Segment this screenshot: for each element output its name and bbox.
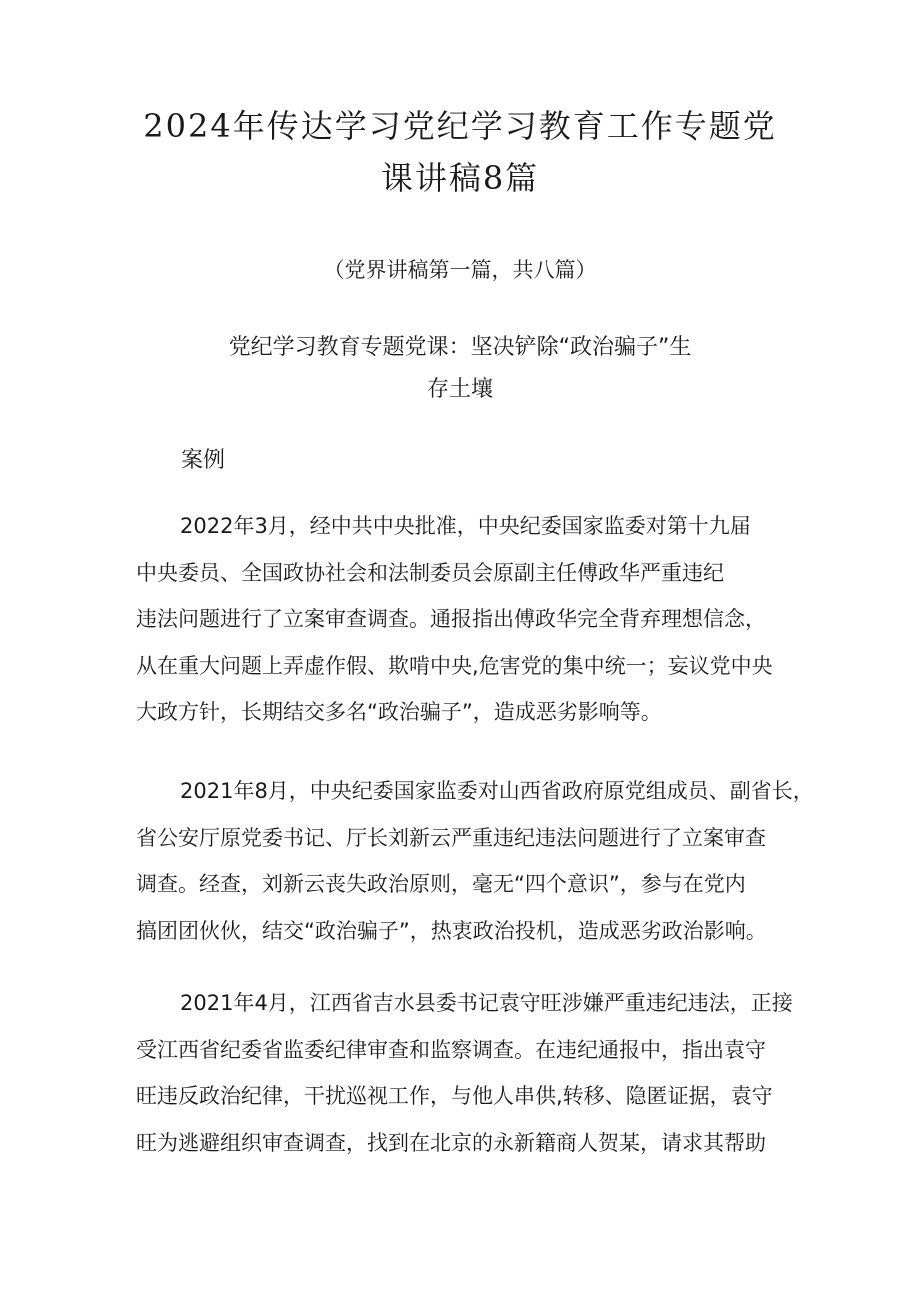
case-label: 案例 <box>181 448 226 473</box>
paragraph-line: 中央委员、全国政协社会和法制委员会原副主任傅政华严重违纪 <box>136 560 724 585</box>
document-title-line-1: 2024年传达学习党纪学习教育工作专题党 <box>143 107 777 145</box>
paragraph-line: 省公安厅原党委书记、厅长刘新云严重违纪违法问题进行了立案审查 <box>136 825 766 850</box>
paragraph-line: 受江西省纪委省监委纪律审查和监察调查。在违纪通报中，指出袁守 <box>136 1037 766 1062</box>
document-title-line-2: 课讲稿8篇 <box>380 159 540 197</box>
document-title <box>130 100 790 204</box>
paragraph-line: 搞团团伙伙，结交“政治骗子”，热衷政治投机，造成恶劣政治影响。 <box>136 918 767 943</box>
paragraph-line: 从在重大问题上弄虚作假、欺啃中央,危害党的集中统一；妄议党中央 <box>136 653 773 678</box>
section-title-line-1: 党纪学习教育专题党课：坚决铲除“政治骗子”生 <box>228 335 692 360</box>
section-title-line-2: 存土壤 <box>426 377 493 402</box>
paragraph-line: 旺违反政治纪律，干扰巡视工作，与他人串供,转移、隐匿证据，袁守 <box>136 1084 773 1108</box>
paragraph-line: 2021年8月，中央纪委国家监委对山西省政府原党组成员、副省长， <box>180 779 814 803</box>
paragraph-line: 大政方针，长期结交多名“政治骗子”，造成恶劣影响等。 <box>136 700 662 724</box>
paragraph-line: 调查。经查，刘新云丧失政治原则，毫无“四个意识”，参与在党内 <box>136 872 746 896</box>
paragraph-line: 旺为逃避组织审查调查，找到在北京的永新籍商人贺某，请求其帮助 <box>136 1130 766 1155</box>
paragraph-line: 违法问题进行了立案审查调查。通报指出傅政华完全背弃理想信念， <box>136 607 766 631</box>
section-title <box>130 327 790 411</box>
paragraph-case-2 <box>136 768 814 954</box>
series-note: （党界讲稿第一篇，共八篇） <box>323 258 597 282</box>
paragraph-case-3 <box>136 980 796 1166</box>
paragraph-line: 2022年3月，经中共中央批准，中央纪委国家监委对第十九届 <box>180 514 751 538</box>
paragraph-line: 2021年4月，江西省吉水县委书记袁守旺涉嫌严重违纪违法，正接 <box>180 991 793 1015</box>
paragraph-case-1 <box>136 503 796 736</box>
